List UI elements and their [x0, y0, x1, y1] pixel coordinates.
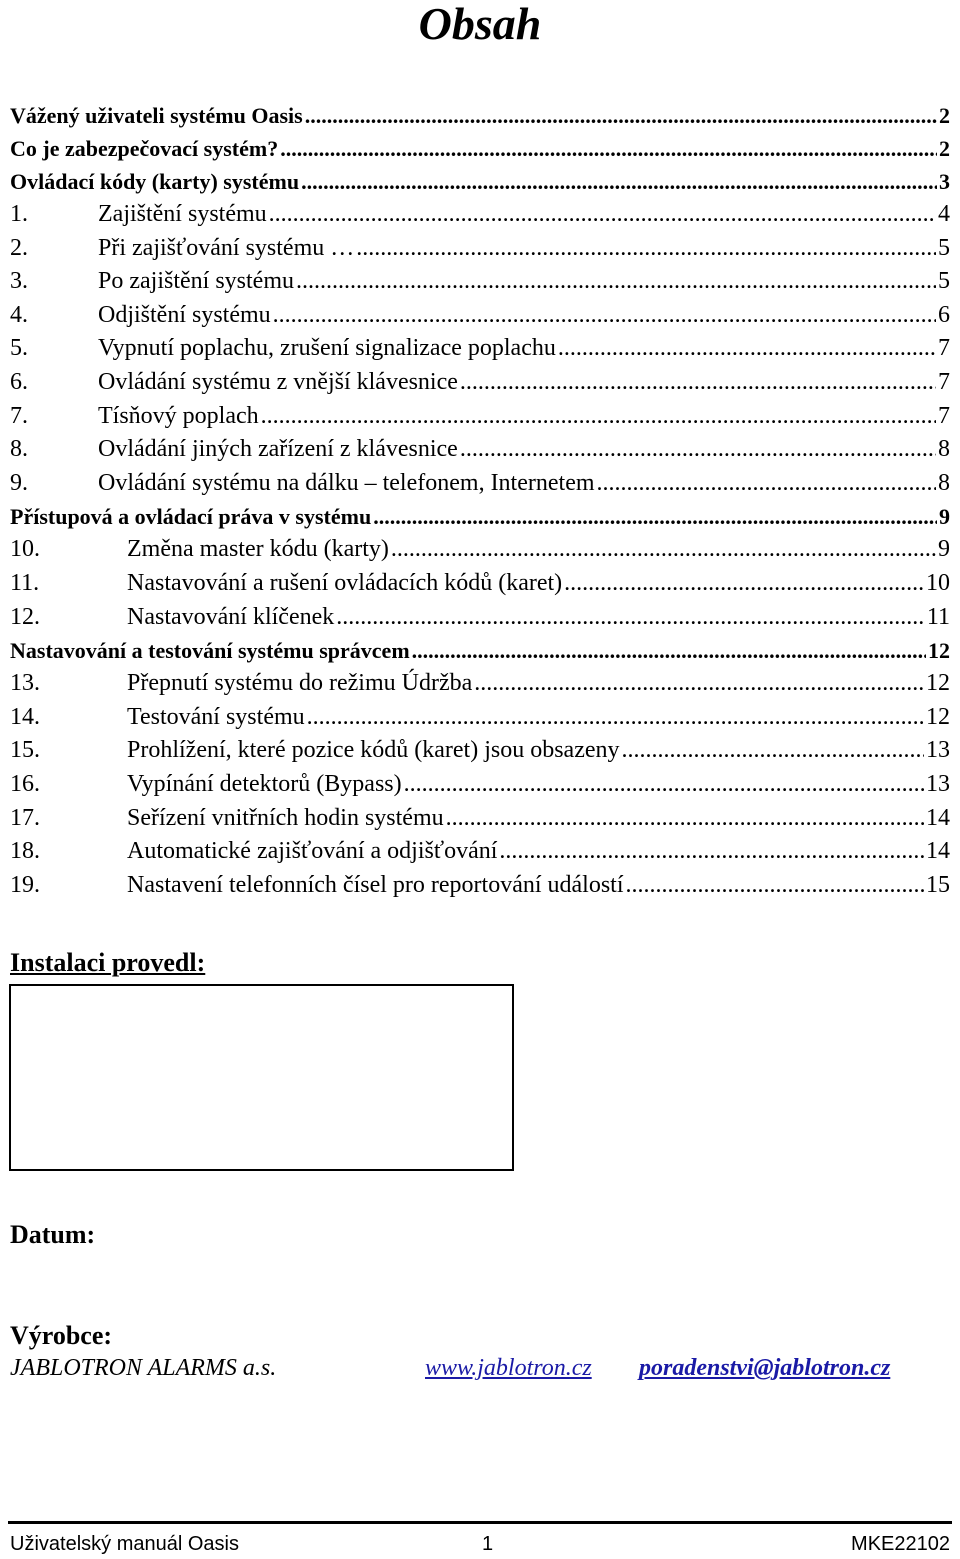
- toc-entry-page: 12: [926, 703, 950, 730]
- toc-entry[interactable]: [10, 165, 950, 198]
- toc-entry-title: Nastavování a rušení ovládacích kódů (karet): [127, 569, 563, 596]
- toc-dot-leader: [474, 667, 924, 701]
- toc-entry-page: 2: [939, 103, 950, 128]
- toc-dot-leader: [296, 265, 936, 299]
- toc-entry-title: Nastavení telefonních čísel pro reportování událostí: [127, 871, 624, 898]
- toc-entry-title: Odjištění systému: [98, 301, 271, 328]
- toc-entry[interactable]: [10, 567, 950, 601]
- date-label: Datum:: [10, 1220, 96, 1249]
- manufacturer-company: JABLOTRON ALARMS a.s.: [10, 1355, 277, 1381]
- toc-entry[interactable]: [10, 533, 950, 567]
- toc-entry[interactable]: [10, 667, 950, 701]
- toc-entry[interactable]: [10, 232, 950, 266]
- toc-dot-leader: [305, 99, 937, 132]
- toc-entry-number: 14.: [10, 703, 40, 730]
- toc-entry-title: Vypnutí poplachu, zrušení signalizace poplachu: [98, 335, 556, 362]
- page-title: Obsah: [418, 0, 542, 49]
- toc-entry-title: Při zajišťování systému …: [98, 234, 355, 261]
- toc-entry[interactable]: [10, 400, 950, 434]
- toc-entry-number: 11.: [10, 569, 40, 596]
- toc-dot-leader: [499, 835, 924, 869]
- toc-entry-number: 10.: [10, 536, 40, 563]
- toc-entry-number: 17.: [10, 804, 40, 831]
- toc-entry-title: Změna master kódu (karty): [127, 536, 389, 563]
- toc-dot-leader: [307, 701, 924, 735]
- toc-entry-title: Přepnutí systému do režimu Údržba: [127, 670, 473, 697]
- manufacturer-website-link[interactable]: www.jablotron.cz: [425, 1355, 592, 1381]
- toc-entry-page: 11: [926, 603, 950, 630]
- toc-entry[interactable]: [10, 132, 950, 165]
- toc-entry-number: 9.: [10, 469, 28, 496]
- toc-entry-page: 13: [926, 737, 950, 764]
- footer-document-code: MKE22102: [851, 1533, 950, 1555]
- toc-entry[interactable]: [10, 467, 950, 501]
- toc-entry-page: 2: [939, 136, 950, 161]
- toc-dot-leader: [622, 734, 925, 768]
- manufacturer-label: Výrobce:: [10, 1321, 113, 1350]
- toc-entry-number: 13.: [10, 670, 40, 697]
- toc-entry-number: 16.: [10, 770, 40, 797]
- toc-entry-page: 13: [926, 770, 950, 797]
- toc-entry-page: 14: [926, 838, 950, 865]
- toc-dot-leader: [626, 869, 924, 903]
- toc-entry[interactable]: [10, 802, 950, 836]
- toc-dot-leader: [446, 802, 924, 836]
- toc-entry-title: Zajištění systému: [98, 201, 267, 227]
- toc-dot-leader: [597, 467, 936, 501]
- toc-entry-number: 15.: [10, 737, 40, 764]
- toc-entry-page: 7: [938, 402, 950, 429]
- toc-entry-number: 1.: [10, 201, 28, 227]
- toc-dot-leader: [269, 198, 936, 232]
- toc-dot-leader: [301, 165, 937, 198]
- toc-entry-title: Ovládací kódy (karty) systému: [10, 169, 300, 194]
- toc-dot-leader: [261, 400, 936, 434]
- toc-entry[interactable]: [10, 332, 950, 366]
- toc-entry-title: Vážený uživateli systému Oasis: [10, 103, 303, 128]
- toc-entry-number: 18.: [10, 838, 40, 865]
- footer-page-number: 1: [482, 1533, 494, 1555]
- toc-dot-leader: [336, 601, 925, 635]
- toc-dot-leader: [558, 332, 936, 366]
- toc-entry-page: 6: [938, 301, 950, 328]
- toc-entry[interactable]: [10, 835, 950, 869]
- toc-entry-title: Po zajištění systému: [98, 268, 294, 295]
- toc-entry[interactable]: [10, 500, 950, 533]
- toc-entry-title: Nastavování klíčenek: [127, 603, 335, 630]
- toc-entry[interactable]: [10, 299, 950, 333]
- toc-entry-title: Automatické zajišťování a odjišťování: [127, 838, 498, 865]
- installer-label: Instalaci provedl:: [10, 948, 206, 977]
- toc-entry-page: 12: [928, 638, 950, 664]
- toc-dot-leader: [460, 433, 936, 467]
- toc-entry[interactable]: [10, 265, 950, 299]
- toc-entry-title: Seřízení vnitřních hodin systému: [127, 804, 444, 831]
- toc-entry-page: 3: [939, 169, 950, 194]
- toc-entry[interactable]: [10, 734, 950, 768]
- toc-dot-leader: [404, 768, 924, 802]
- toc-entry-title: Ovládání jiných zařízení z klávesnice: [98, 436, 458, 463]
- toc-entry-number: 3.: [10, 268, 28, 295]
- toc-entry-number: 12.: [10, 603, 40, 630]
- toc-entry-title: Prohlížení, které pozice kódů (karet) jsou obsazeny: [127, 737, 620, 764]
- footer-manual-title: Uživatelský manuál Oasis: [10, 1533, 239, 1555]
- toc-entry-page: 5: [938, 268, 950, 295]
- toc-dot-leader: [356, 232, 936, 266]
- toc-entry[interactable]: [10, 366, 950, 400]
- toc-entry[interactable]: [10, 768, 950, 802]
- toc-entry[interactable]: [10, 198, 950, 232]
- toc-dot-leader: [280, 132, 937, 165]
- toc-entry-number: 8.: [10, 436, 28, 463]
- toc-entry-number: 7.: [10, 402, 28, 429]
- toc-entry-page: 8: [938, 436, 950, 463]
- toc-dot-leader: [273, 299, 936, 333]
- toc-dot-leader: [412, 634, 926, 667]
- toc-entry-title: Vypínání detektorů (Bypass): [127, 770, 402, 797]
- toc-entry-title: Nastavování a testování systému správcem: [10, 638, 410, 664]
- toc-entry-number: 4.: [10, 301, 28, 328]
- toc-entry-number: 6.: [10, 368, 28, 395]
- toc-entry-title: Ovládání systému z vnější klávesnice: [98, 368, 458, 395]
- toc-entry-title: Přístupová a ovládací práva v systému: [10, 504, 372, 530]
- toc-entry-page: 15: [926, 871, 950, 898]
- toc-entry-number: 2.: [10, 234, 28, 261]
- toc-entry-page: 14: [926, 804, 950, 831]
- toc-entry-title: Tísňový poplach: [98, 402, 259, 429]
- toc-entry-number: 19.: [10, 871, 40, 898]
- footer-divider: [8, 1521, 952, 1524]
- toc-dot-leader: [460, 366, 936, 400]
- toc-entry-title: Co je zabezpečovací systém?: [10, 136, 279, 161]
- toc-entry-page: 9: [938, 536, 950, 563]
- toc-entry-page: 7: [938, 368, 950, 395]
- toc-entry[interactable]: [10, 601, 950, 635]
- toc-entry-page: 8: [938, 469, 950, 496]
- toc-entry-page: 10: [926, 569, 950, 596]
- manufacturer-email-link[interactable]: poradenstvi@jablotron.cz: [639, 1355, 891, 1381]
- table-of-contents: [10, 99, 950, 902]
- toc-entry-page: 4: [938, 201, 950, 227]
- toc-dot-leader: [373, 500, 937, 533]
- toc-entry-number: 5.: [10, 335, 28, 362]
- toc-entry[interactable]: [10, 869, 950, 903]
- installer-stamp-box: [9, 984, 514, 1171]
- toc-entry[interactable]: [10, 99, 950, 132]
- toc-entry-page: 12: [926, 670, 950, 697]
- toc-entry[interactable]: [10, 634, 950, 667]
- toc-entry-title: Testování systému: [127, 703, 305, 730]
- toc-entry-page: 9: [939, 504, 950, 530]
- toc-entry[interactable]: [10, 701, 950, 735]
- toc-entry-page: 7: [938, 335, 950, 362]
- toc-dot-leader: [564, 567, 924, 601]
- toc-entry[interactable]: [10, 433, 950, 467]
- toc-dot-leader: [391, 533, 936, 567]
- toc-entry-title: Ovládání systému na dálku – telefonem, Internetem: [98, 469, 595, 496]
- toc-entry-page: 5: [938, 234, 950, 261]
